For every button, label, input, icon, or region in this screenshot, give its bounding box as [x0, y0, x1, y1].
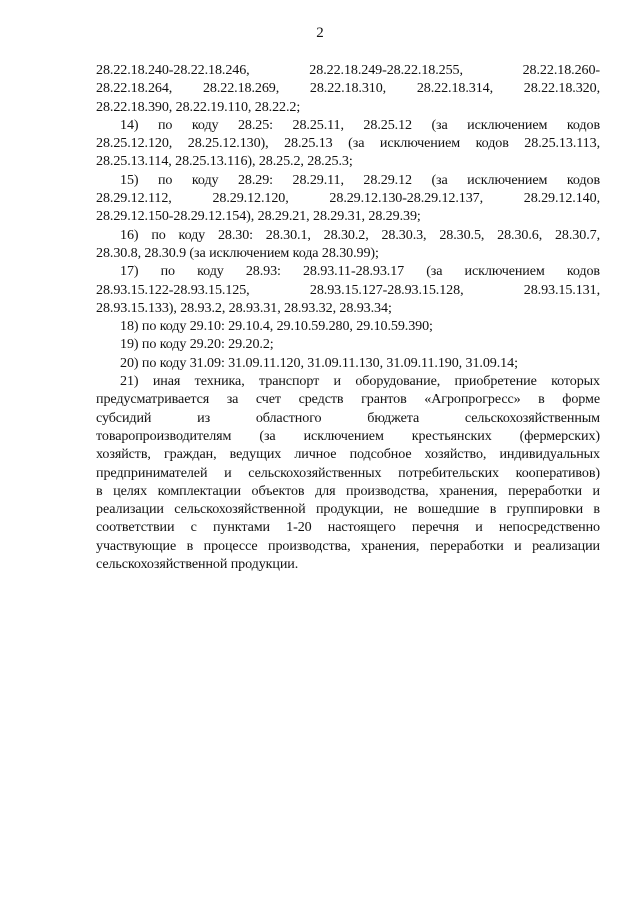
paragraph-16: [96, 226, 600, 263]
text-line: 28.25.12.120, 28.25.12.130), 28.25.13 (за исключением кодов 28.25.13.113,: [96, 135, 600, 152]
page-number: 2: [316, 25, 324, 41]
text-line: сельскохозяйственной продукции.: [96, 556, 299, 573]
text-line: реализации сельскохозяйственной продукции, не вошедшие в группировки в: [96, 501, 600, 518]
text-line: 21) иная техника, транспорт и оборудование, приобретение которых: [120, 373, 600, 390]
text-line: 28.93.15.122-28.93.15.125, 28.93.15.127-28.93.15.128, 28.93.15.131,: [96, 281, 600, 298]
text-line: 16) по коду 28.30: 28.30.1, 28.30.2, 28.30.3, 28.30.5, 28.30.6, 28.30.7,: [120, 226, 600, 243]
text-line: в целях комплектации объектов для производства, хранения, переработки и: [96, 482, 600, 499]
paragraph-19: [96, 335, 600, 353]
text-line: 28.22.18.264, 28.22.18.269, 28.22.18.310, 28.22.18.314, 28.22.18.320,: [96, 80, 600, 97]
text-line: 28.25.13.114, 28.25.13.116), 28.25.2, 28.25.3;: [96, 153, 353, 170]
text-line: 28.30.8, 28.30.9 (за исключением кода 28.30.99);: [96, 244, 379, 261]
text-line: 20) по коду 31.09: 31.09.11.120, 31.09.11.130, 31.09.11.190, 31.09.14;: [120, 354, 518, 371]
text-line: 19) по коду 29.20: 29.20.2;: [120, 336, 274, 353]
text-line: 18) по коду 29.10: 29.10.4, 29.10.59.280, 29.10.59.390;: [120, 318, 433, 335]
paragraph-18: [96, 317, 600, 335]
text-line: 28.29.12.150-28.29.12.154), 28.29.21, 28.29.31, 28.29.39;: [96, 208, 421, 225]
text-line: 28.22.18.240-28.22.18.246, 28.22.18.249-28.22.18.255, 28.22.18.260-: [96, 62, 600, 78]
text-line: субсидий из областного бюджета сельскохозяйственным: [96, 409, 600, 426]
text-line: 28.29.12.112, 28.29.12.120, 28.29.12.130-28.29.12.137, 28.29.12.140,: [96, 190, 600, 207]
text-line: 17) по коду 28.93: 28.93.11-28.93.17 (за исключением кодов: [120, 263, 600, 280]
text-line: 28.22.18.390, 28.22.19.110, 28.22.2;: [96, 98, 301, 115]
text-line: товаропроизводителям (за исключением крестьянских (фермерских): [96, 427, 600, 444]
paragraph-15: [96, 171, 600, 226]
text-line: 28.93.15.133), 28.93.2, 28.93.31, 28.93.32, 28.93.34;: [96, 299, 392, 316]
text-line: участвующие в процессе производства, хранения, переработки и реализации: [96, 537, 600, 554]
text-line: соответствии с пунктами 1-20 настоящего перечня и непосредственно: [96, 519, 600, 536]
paragraph-14: [96, 116, 600, 171]
text-line: 14) по коду 28.25: 28.25.11, 28.25.12 (за исключением кодов: [120, 116, 600, 133]
paragraph-21: [96, 372, 600, 573]
text-line: предпринимателей и сельскохозяйственных потребительских кооперативов): [96, 464, 600, 481]
paragraph-17: [96, 262, 600, 317]
text-line: предусматривается за счет средств грантов «Агропрогресс» в форме: [96, 391, 600, 408]
document-body: [96, 61, 600, 573]
paragraph-20: [96, 354, 600, 372]
paragraph-13-continuation: [96, 61, 600, 116]
text-line: 15) по коду 28.29: 28.29.11, 28.29.12 (за исключением кодов: [120, 171, 600, 188]
text-line: хозяйств, граждан, ведущих личное подсобное хозяйство, индивидуальных: [96, 446, 600, 463]
